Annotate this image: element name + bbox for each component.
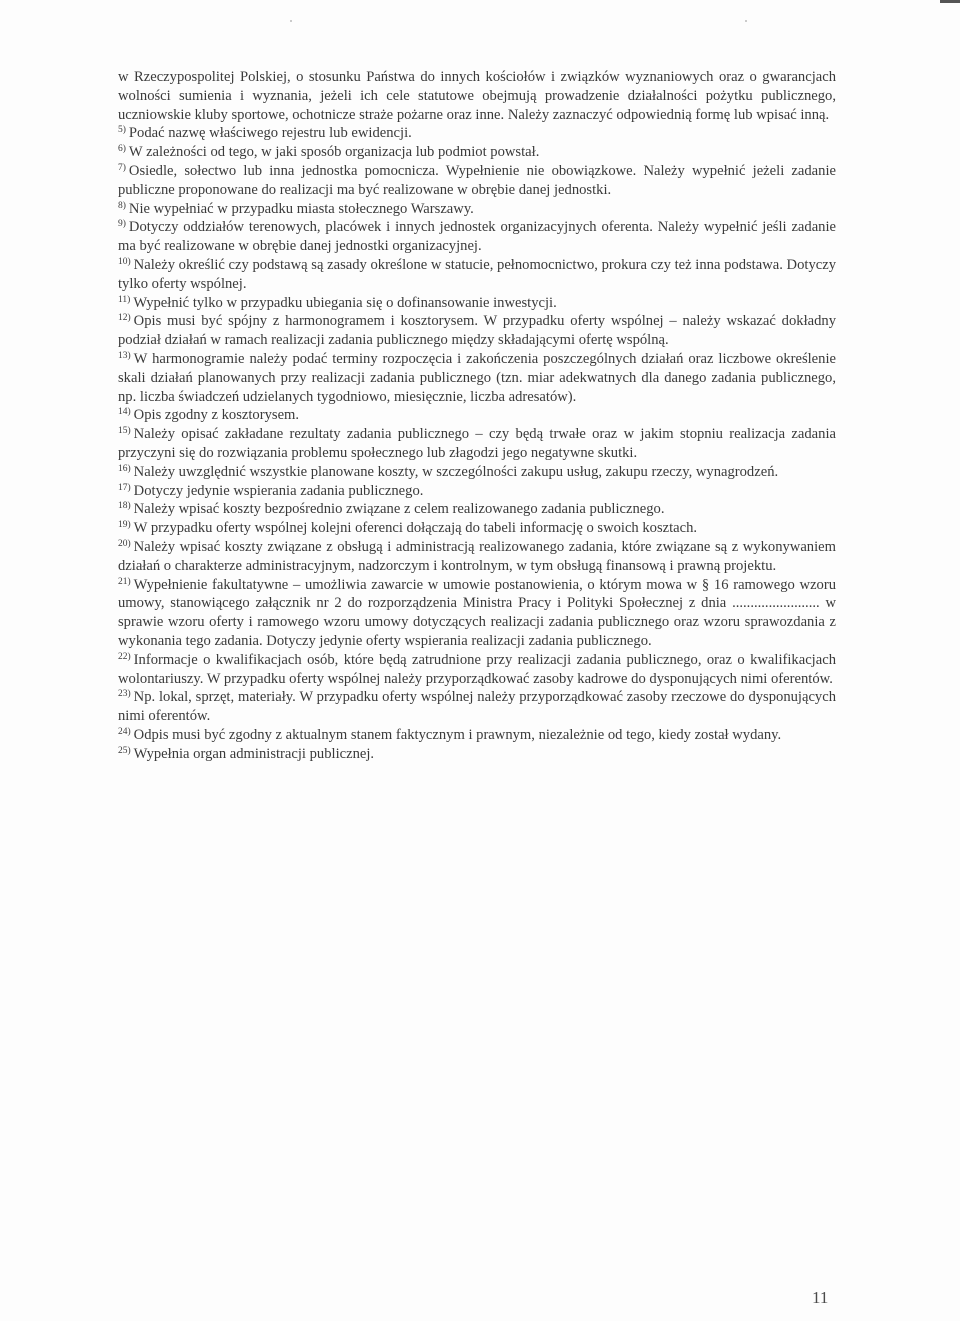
- footnote-9: [118, 218, 836, 256]
- footnote-19: [118, 519, 836, 538]
- footnote-number: 13): [118, 350, 131, 361]
- scan-speck: [290, 20, 292, 22]
- footnote-text: Wypełnić tylko w przypadku ubiegania się o dofinansowanie inwestycji.: [133, 294, 557, 311]
- footnote-text: Należy wpisać koszty bezpośrednio związane z celem realizowanego zadania publicznego.: [133, 501, 665, 518]
- footnote-14: [118, 406, 836, 425]
- footnote-22: [118, 651, 836, 689]
- footnote-12: [118, 312, 836, 350]
- footnote-7: [118, 162, 836, 200]
- footnote-25: [118, 745, 836, 764]
- footnote-text: Informacje o kwalifikacjach osób, które będą zatrudnione przy realizacji zadania publicznego, oraz o kwalifikacjach wolontariuszy. W przypadku oferty wspólnej należy przyporządkować zasoby kadrowe do dysponujących nimi oferentów.: [118, 651, 836, 687]
- footnote-text: Wypełnia organ administracji publicznej.: [133, 745, 375, 762]
- footnote-text: W przypadku oferty wspólnej kolejni oferenci dołączają do tabeli informację o swoich kosztach.: [133, 520, 698, 537]
- footnote-16: [118, 463, 836, 482]
- footnote-continuation: [118, 68, 836, 124]
- footnote-18: [118, 500, 836, 519]
- footnote-number: 12): [118, 313, 131, 324]
- page-number: 11: [812, 1288, 829, 1307]
- footnote-text: Wypełnienie fakultatywne – umożliwia zawarcie w umowie postanowienia, o którym mowa w § 16 ramowego wzoru umowy, stanowiącego załącznik nr 2 do rozporządzenia Ministra Pracy i Polityki Społecznej z dnia ........................ w sprawie wzoru oferty i ramowego wzoru umowy dotyczących realizacji zadania publicznego oraz wzoru sprawozdania z wykonania tego zadania. Dotyczy jedynie oferty wspierania realizacji zadania publicznego.: [118, 576, 836, 649]
- footnote-8: [118, 200, 836, 219]
- footnote-number: 20): [118, 538, 131, 549]
- footnote-number: 25): [118, 745, 131, 756]
- footnote-text: Nie wypełniać w przypadku miasta stołecznego Warszawy.: [128, 200, 474, 217]
- footnote-21: [118, 576, 836, 651]
- footnote-23: [118, 688, 836, 726]
- footnote-13: [118, 350, 836, 406]
- footnote-text: Odpis musi być zgodny z aktualnym stanem faktycznym i prawnym, niezależnie od tego, kiedy został wydany.: [133, 726, 782, 743]
- footnote-number: 14): [118, 407, 131, 418]
- footnote-6: [118, 143, 836, 162]
- footnote-number: 6): [118, 144, 126, 155]
- footnote-5: [118, 124, 836, 143]
- footnote-number: 18): [118, 501, 131, 512]
- footnote-text: Dotyczy oddziałów terenowych, placówek i innych jednostek organizacyjnych oferenta. Należy wypełnić jeśli zadanie ma być realizowane w obrębie danej jednostki organizacyjnej.: [118, 219, 836, 255]
- footnote-text: W harmonogramie należy podać terminy rozpoczęcia i zakończenia poszczególnych działań oraz liczbowe określenie skali działań planowanych przy realizacji zadania publicznego (tzn. miar adekwatnych dla danego zadania publicznego, np. liczba świadczeń udzielanych tygodniowo, miesięcznie, liczba adresatów).: [118, 350, 836, 405]
- footnote-text: Dotyczy jedynie wspierania zadania publicznego.: [133, 482, 424, 499]
- footnote-10: [118, 256, 836, 294]
- footnote-number: 22): [118, 651, 131, 662]
- footnote-15: [118, 425, 836, 463]
- footnote-number: 8): [118, 200, 126, 211]
- footnote-11: [118, 294, 836, 313]
- scan-edge-mark: [940, 0, 960, 3]
- footnote-number: 9): [118, 219, 126, 230]
- footnote-text: Osiedle, sołectwo lub inna jednostka pomocnicza. Wypełnienie nie obowiązkowe. Należy wypełnić jeżeli zadanie publiczne proponowane do realizacji ma być realizowane w obrębie danej jednostki.: [118, 162, 836, 198]
- footnote-number: 15): [118, 426, 131, 437]
- footnote-number: 7): [118, 162, 126, 173]
- footnotes-block: [118, 68, 836, 763]
- footnote-text: Opis musi być spójny z harmonogramem i kosztorysem. W przypadku oferty wspólnej – należy wskazać dokładny podział działań w ramach realizacji zadania publicznego między składającymi ofertę wspólną.: [118, 313, 836, 349]
- footnote-text: Należy określić czy podstawą są zasady określone w statucie, pełnomocnictwo, prokura czy też inna podstawa. Dotyczy tylko oferty wspólnej.: [118, 256, 836, 292]
- footnote-number: 24): [118, 726, 131, 737]
- footnote-number: 17): [118, 482, 131, 493]
- footnote-text: Należy opisać zakładane rezultaty zadania publicznego – czy będą trwałe oraz w jakim stopniu realizacja zadania przyczyni się do rozwiązania problemu społecznego lub złagodzi jego negatywne skutki.: [118, 426, 836, 461]
- footnote-text: w Rzeczypospolitej Polskiej, o stosunku Państwa do innych kościołów i związków wyznaniowych oraz o gwarancjach wolności sumienia i wyznania, jeżeli ich cele statutowe obejmują prowadzenie działalności pożytku publicznego, uczniowskie kluby sportowe, ochotnicze straże pożarne oraz inne. Należy zaznaczyć odpowiednią formę lub wpisać inną.: [118, 69, 836, 123]
- footnote-17: [118, 482, 836, 501]
- footnote-text: Np. lokal, sprzęt, materiały. W przypadku oferty wspólnej należy przyporządkować zasoby rzeczowe do dysponujących nimi oferentów.: [118, 689, 836, 725]
- footnote-number: 5): [118, 125, 126, 136]
- footnote-number: 21): [118, 576, 131, 587]
- footnote-20: [118, 538, 836, 576]
- footnote-number: 19): [118, 520, 131, 531]
- footnote-text: Podać nazwę właściwego rejestru lub ewidencji.: [128, 125, 412, 142]
- footnote-number: 23): [118, 689, 131, 700]
- footnote-number: 10): [118, 256, 131, 267]
- footnote-number: 11): [118, 294, 131, 305]
- footnote-24: [118, 726, 836, 745]
- scan-speck: [745, 20, 747, 22]
- footnote-number: 16): [118, 463, 131, 474]
- footnote-text: Opis zgodny z kosztorysem.: [133, 407, 300, 424]
- footnote-text: Należy uwzględnić wszystkie planowane koszty, w szczególności zakupu usług, zakupu rzeczy, wynagrodzeń.: [133, 463, 779, 480]
- footnote-text: W zależności od tego, w jaki sposób organizacja lub podmiot powstał.: [128, 144, 540, 161]
- footnote-text: Należy wpisać koszty związane z obsługą i administracją realizowanego zadania, które związane są z wykonywaniem działań o charakterze administracyjnym, nadzorczym i kontrolnym, w tym obsługą finansową i prawną projektu.: [118, 538, 836, 574]
